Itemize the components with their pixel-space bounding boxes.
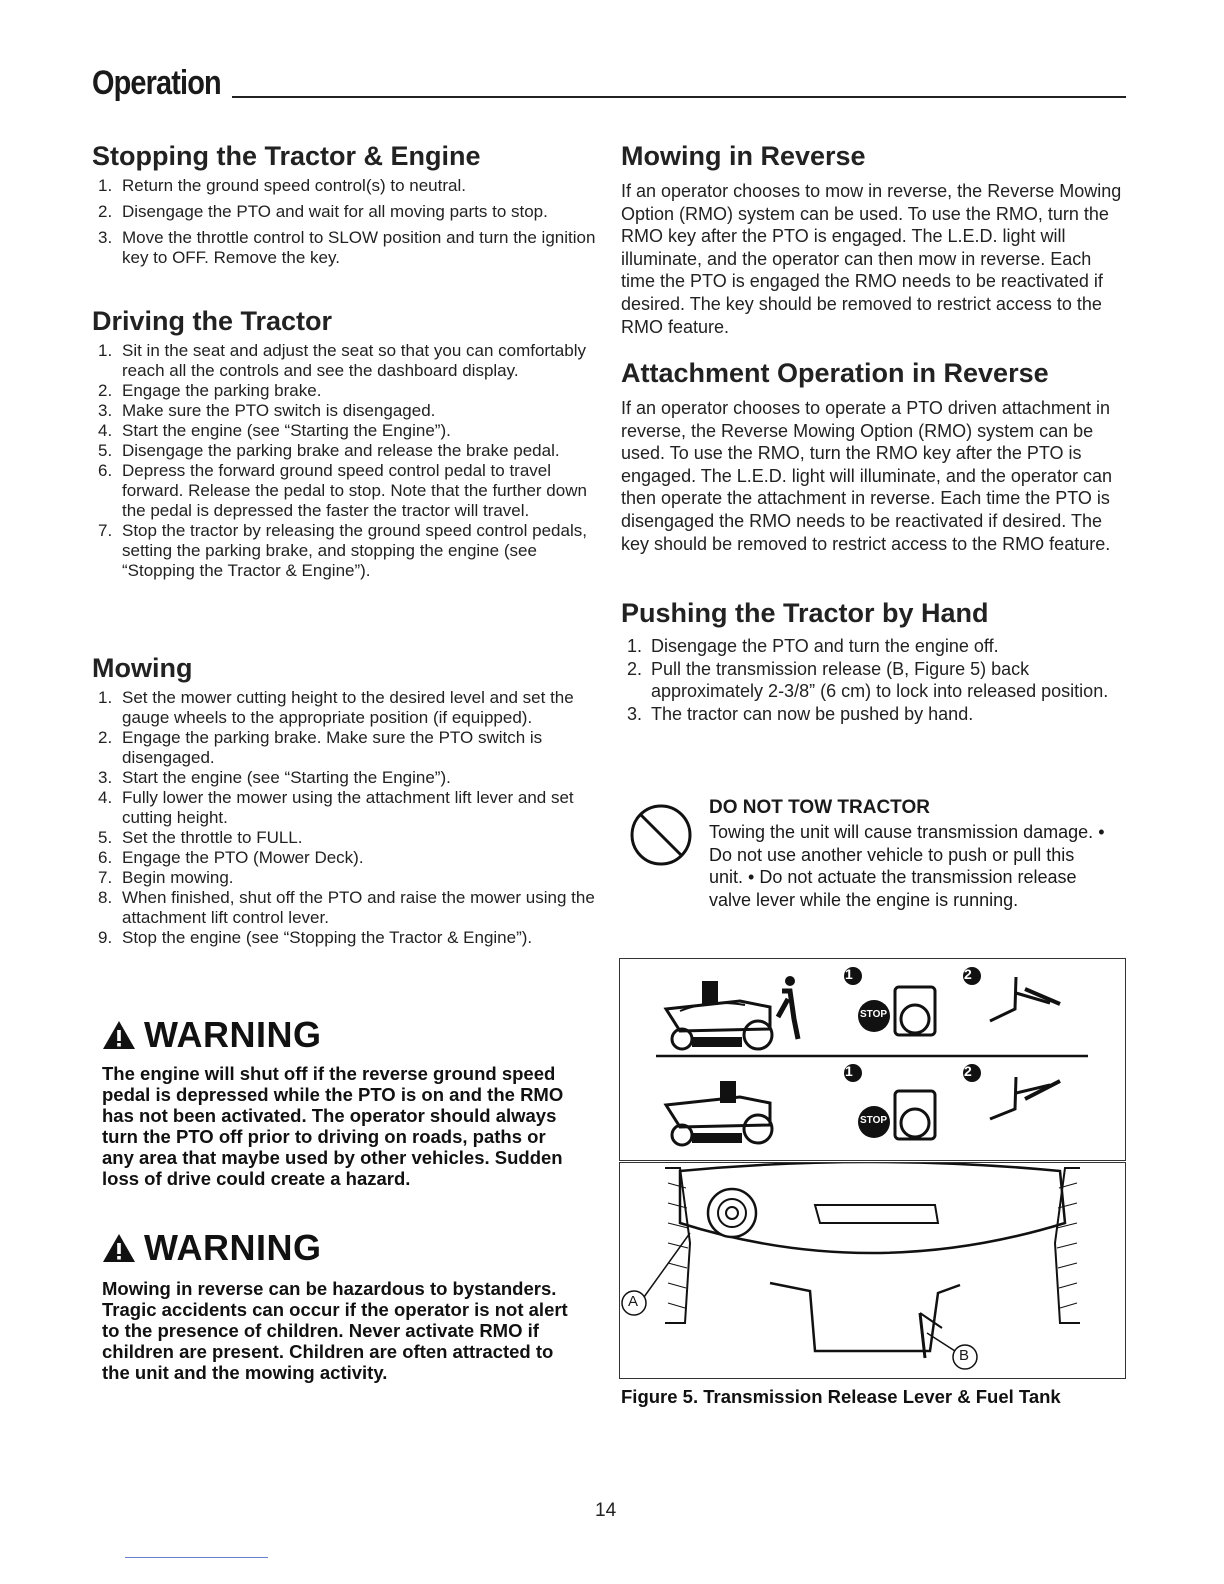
list-item: 2. Engage the parking brake. <box>98 381 322 400</box>
callout-1: 1 <box>845 1063 853 1079</box>
tractor-reverse-icon <box>666 976 798 1049</box>
list-item: 7. Begin mowing. <box>98 868 234 887</box>
driving-section <box>92 305 597 581</box>
warning-triangle-icon <box>102 1019 136 1051</box>
callout-1: 1 <box>845 966 853 982</box>
header-rule <box>232 96 1126 98</box>
list-item: 1. Set the mower cutting height to the desired level and set the gauge wheels to the appropriate position (if equipped). <box>98 688 574 727</box>
list-item: 1. Disengage the PTO and turn the engine off. <box>627 636 999 656</box>
stop-label: STOP <box>860 1115 888 1126</box>
mowing-steps <box>92 688 597 948</box>
callout-2: 2 <box>964 1063 972 1079</box>
list-item: 3. The tractor can now be pushed by hand. <box>627 703 974 724</box>
list-item: 1. Sit in the seat and adjust the seat so that you can comfortably reach all the controls and see the dashboard display. <box>98 341 586 380</box>
callout-2: 2 <box>964 966 972 982</box>
mowing-reverse-text: If an operator chooses to mow in reverse, the Reverse Mowing Option (RMO) system can be used. To use the RMO, turn the RMO key after the PTO is engaged. The L.E.D. light will illuminate, and the operator can then mow in reverse. Each time the PTO is engaged the RMO needs to be reactivated if desired. The key should be removed to restrict access to the RMO feature. <box>621 181 1122 337</box>
list-item: 5. Set the throttle to FULL. <box>98 828 303 847</box>
pushing-steps <box>621 635 1126 725</box>
list-item: 5. Disengage the parking brake and release the brake pedal. <box>98 441 560 460</box>
list-item: 9. Stop the engine (see “Stopping the Tractor & Engine”). <box>98 928 533 947</box>
attachment-reverse-heading: Attachment Operation in Reverse <box>621 358 1049 388</box>
mowing-reverse-heading: Mowing in Reverse <box>621 141 866 171</box>
list-item: 3. Make sure the PTO switch is disengaged. <box>98 401 436 420</box>
mowing-reverse-section <box>621 140 1126 338</box>
label-b: B <box>959 1347 970 1364</box>
warning-title: WARNING <box>102 1015 582 1055</box>
page-number: 14 <box>595 1500 617 1521</box>
notice-block <box>628 796 1108 911</box>
list-item: 6. Depress the forward ground speed control pedal to travel forward. Release the pedal to stop. Note that the further down the pedal is depressed the faster the tractor will travel. <box>98 461 587 520</box>
list-item: 1. Return the ground speed control(s) to neutral. <box>98 176 466 195</box>
stopping-heading: Stopping the Tractor & Engine <box>92 141 481 171</box>
attachment-reverse-section <box>621 357 1126 555</box>
notice-text: Towing the unit will cause transmission damage. • Do not use another vehicle to push or pull this unit. • Do not actuate the transmission release valve lever while the engine is running. <box>709 822 1105 910</box>
section-title: Operation <box>92 64 221 102</box>
list-item: 6. Engage the PTO (Mower Deck). <box>98 848 364 867</box>
warning-block-2 <box>102 1228 572 1383</box>
list-item: 4. Start the engine (see “Starting the Engine”). <box>98 421 451 440</box>
tractor-forward-icon <box>666 1081 772 1145</box>
attachment-reverse-text: If an operator chooses to operate a PTO driven attachment in reverse, the Reverse Mowing Option (RMO) system can be used. To use the RMO, turn the RMO key after the PTO is engaged. The L.E.D. light will illuminate, and the operator can then operate the attachment in reverse. Each time the PTO is disengaged the RMO needs to be reactivated if desired. The key should be removed to restrict access to the RMO feature. <box>621 398 1112 554</box>
label-a: A <box>628 1293 639 1310</box>
section-header <box>92 66 1126 102</box>
notice-title: DO NOT TOW TRACTOR <box>709 797 930 818</box>
warning-triangle-icon <box>102 1232 136 1264</box>
warning-text: The engine will shut off if the reverse ground speed pedal is depressed while the PTO is on and the RMO has not been activated. The operator should always turn the PTO off prior to driving on roads, paths or any area that maybe used by other vehicles. Sudden loss of drive could create a hazard. <box>102 1063 564 1189</box>
list-item: 2. Disengage the PTO and wait for all moving parts to stop. <box>98 202 548 221</box>
warning-title: WARNING <box>102 1228 572 1268</box>
figure-decal-panel <box>619 958 1126 1161</box>
stopping-section <box>92 140 597 268</box>
stopping-steps <box>92 176 597 268</box>
stop-label: STOP <box>860 1009 888 1020</box>
figure-fuel-tank-panel <box>619 1162 1126 1379</box>
fuel-tank-illustration <box>620 1163 1125 1378</box>
list-item: 3. Start the engine (see “Starting the Engine”). <box>98 768 451 787</box>
prohibition-icon <box>628 802 694 868</box>
list-item: 8. When finished, shut off the PTO and raise the mower using the attachment lift control lever. <box>98 888 595 927</box>
rmo-decal-illustration <box>620 959 1125 1160</box>
list-item: 2. Pull the transmission release (B, Figure 5) back approximately 2-3/8” (6 cm) to lock into released position. <box>627 658 1109 702</box>
list-item: 3. Move the throttle control to SLOW position and turn the ignition key to OFF. Remove the key. <box>98 228 596 267</box>
pushing-heading: Pushing the Tractor by Hand <box>621 598 989 628</box>
driving-heading: Driving the Tractor <box>92 306 333 336</box>
figure-caption: Figure 5. Transmission Release Lever & Fuel Tank <box>621 1386 1061 1407</box>
mowing-heading: Mowing <box>92 653 193 683</box>
footer-rule <box>125 1557 268 1558</box>
list-item: 7. Stop the tractor by releasing the ground speed control pedals, setting the parking brake, and stopping the engine (see “Stopping the Tractor & Engine”). <box>98 521 587 580</box>
mowing-section <box>92 652 597 948</box>
warning-block-1 <box>102 1015 582 1189</box>
pushing-section <box>621 597 1126 725</box>
driving-steps <box>92 341 597 581</box>
list-item: 2. Engage the parking brake. Make sure the PTO switch is disengaged. <box>98 728 543 767</box>
warning-text: Mowing in reverse can be hazardous to bystanders. Tragic accidents can occur if the operator is not alert to the presence of children. Never activate RMO if children are present. Children are often attracted to the unit and the mowing activity. <box>102 1278 568 1383</box>
list-item: 4. Fully lower the mower using the attachment lift lever and set cutting height. <box>98 788 574 827</box>
